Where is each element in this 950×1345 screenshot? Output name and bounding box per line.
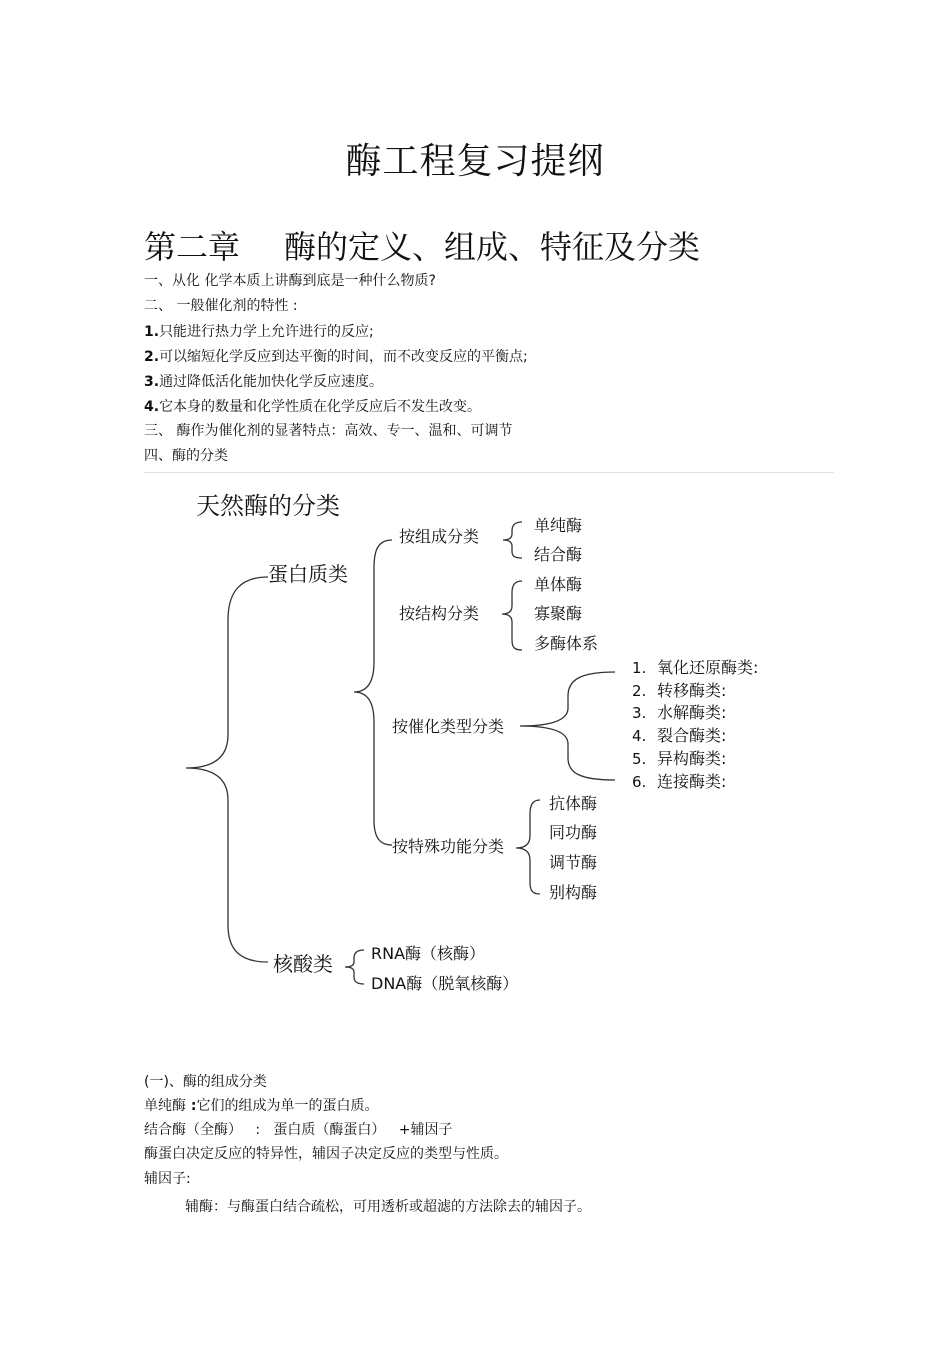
chapter-name: 酶的定义、组成、特征及分类 xyxy=(284,228,701,266)
nucleic-brace xyxy=(345,950,364,984)
chapter-number: 第二章 xyxy=(144,228,241,266)
specificity-note: 酶蛋白决定反应的特异性，辅因子决定反应的类型与性质。 xyxy=(144,1146,508,1162)
catalysis-item-2: 转移酶类: xyxy=(657,681,727,700)
by-catalysis-label: 按催化类型分类 xyxy=(392,717,505,736)
item-abzyme: 抗体酶 xyxy=(549,794,598,813)
item-dna-enzyme: DNA酶（脱氧核酶） xyxy=(371,974,519,993)
question-1: 一、从化 化学本质上讲酶到底是一种什么物质? xyxy=(144,273,436,289)
by-composition-label: 按组成分类 xyxy=(399,527,480,546)
item-oligomeric-enzyme: 寡聚酶 xyxy=(534,604,583,623)
main-brace xyxy=(186,577,268,962)
conjugated-enzyme-definition: 结合酶（全酶） : 蛋白质（酶蛋白） +辅因子 xyxy=(144,1122,453,1138)
catalysis-item-3: 水解酶类: xyxy=(657,703,727,722)
catalysis-list xyxy=(632,658,758,791)
item-conjugated-enzyme: 结合酶 xyxy=(534,545,583,564)
composition-brace xyxy=(503,522,522,558)
catalysis-num-3: 3. xyxy=(632,704,647,722)
catalysis-item-4: 裂合酶类: xyxy=(657,726,727,745)
catalysis-num-4: 4. xyxy=(632,727,647,745)
catalysis-item-5: 异构酶类: xyxy=(657,749,727,768)
catalysis-num-5: 5. xyxy=(632,750,647,768)
structure-brace xyxy=(502,581,522,650)
item-monomeric-enzyme: 单体酶 xyxy=(534,575,583,594)
item-multienzyme-system: 多酶体系 xyxy=(534,634,599,653)
item-regulatory-enzyme: 调节酶 xyxy=(549,853,598,872)
section-4: 四、酶的分类 xyxy=(144,448,228,464)
catalysis-num-1: 1. xyxy=(632,659,647,677)
function-brace xyxy=(516,800,540,894)
protein-brace xyxy=(354,540,392,845)
item-isozyme: 同功酶 xyxy=(549,823,598,842)
item-rna-enzyme: RNA酶（核酶） xyxy=(371,944,486,963)
property-3: 3.通过降低活化能加快化学反应速度。 xyxy=(144,374,384,390)
catalysis-brace xyxy=(520,672,615,780)
by-structure-label: 按结构分类 xyxy=(399,604,480,623)
cofactor-label: 辅因子: xyxy=(144,1171,191,1187)
question-2: 二、 一般催化剂的特性 : xyxy=(144,298,298,314)
section-3: 三、 酶作为催化剂的显著特点：高效、专一、温和、可调节 xyxy=(144,423,513,439)
catalysis-num-6: 6. xyxy=(632,773,647,791)
chapter-heading xyxy=(144,222,700,268)
diagram-title: 天然酶的分类 xyxy=(196,492,340,520)
classification-diagram xyxy=(0,470,950,1030)
simple-enzyme-definition: 单纯酶 :它们的组成为单一的蛋白质。 xyxy=(144,1098,379,1114)
property-4: 4.它本身的数量和化学性质在化学反应后不发生改变。 xyxy=(144,399,482,415)
nucleic-label: 核酸类 xyxy=(273,952,333,976)
item-allosteric-enzyme: 别构酶 xyxy=(549,883,598,902)
by-function-label: 按特殊功能分类 xyxy=(392,837,505,856)
item-simple-enzyme: 单纯酶 xyxy=(534,516,583,535)
catalysis-item-1: 氧化还原酶类: xyxy=(657,658,759,677)
catalysis-item-6: 连接酶类: xyxy=(657,772,727,791)
property-1: 1.只能进行热力学上允许进行的反应; xyxy=(144,324,374,340)
catalysis-num-2: 2. xyxy=(632,682,647,700)
page-title: 酶工程复习提纲 xyxy=(345,141,605,182)
property-2: 2.可以缩短化学反应到达平衡的时间，而不改变反应的平衡点; xyxy=(144,349,528,365)
coenzyme-definition: 辅酶：与酶蛋白结合疏松，可用透析或超滤的方法除去的辅因子。 xyxy=(185,1199,591,1215)
protein-label: 蛋白质类 xyxy=(268,562,348,586)
part1-heading: (一)、酶的组成分类 xyxy=(144,1074,267,1090)
